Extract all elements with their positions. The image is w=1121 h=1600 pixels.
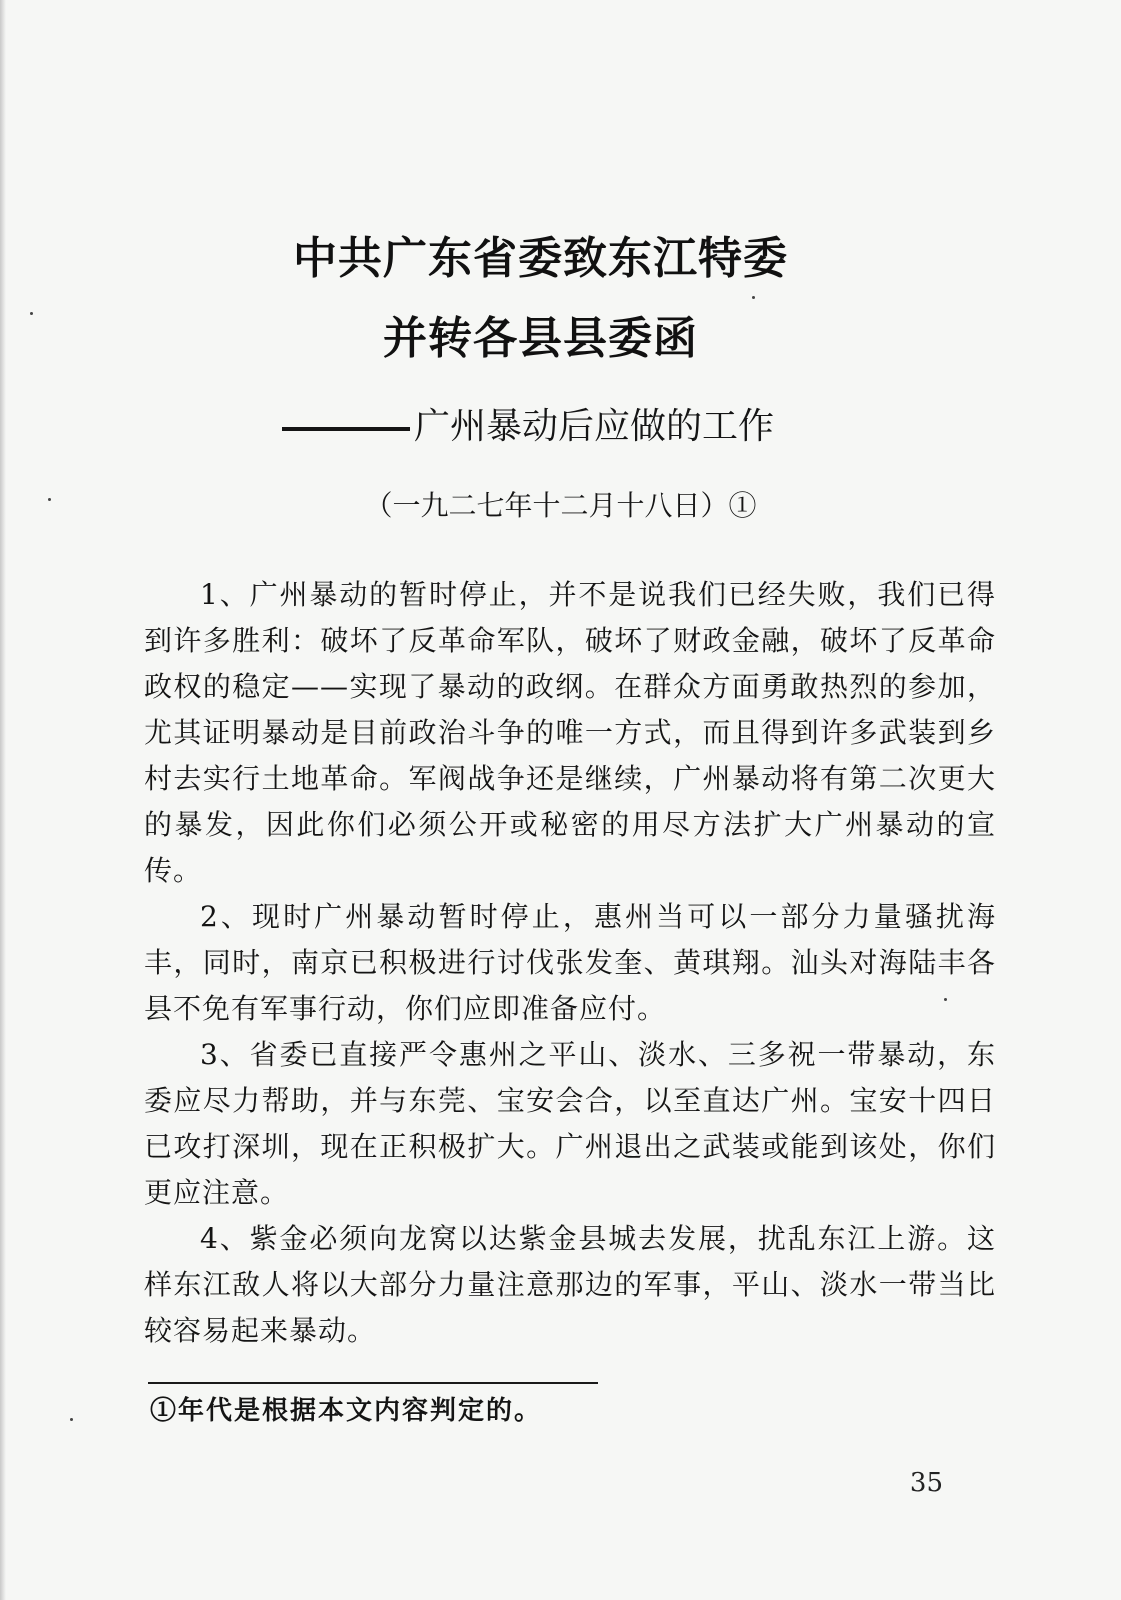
- scan-speck: [30, 312, 33, 315]
- page-number: 35: [909, 1468, 943, 1498]
- document-title-line-1: 中共广东省委致东江特委: [293, 233, 788, 284]
- footnote-divider: [148, 1382, 598, 1384]
- paragraph-1: 1、广州暴动的暂时停止，并不是说我们已经失败，我们已得到许多胜利：破坏了反革命军队，破坏了财政金融，破坏了反革命政权的稳定——实现了暴动的政纲。在群众方面勇敢热烈的参加，尤其证明暴动是目前政治斗争的唯一方式，而且得到许多武装到乡村去实行土地革命。军阀战争还是继续，广州暴动将有第二次更大的暴发，因此你们必须公开或秘密的用尽方法扩大广州暴动的宣传。: [144, 578, 996, 887]
- subtitle-dash: [282, 427, 410, 431]
- subtitle-text: 广州暴动后应做的工作: [414, 406, 775, 447]
- paragraph-4: 4、紫金必须向龙窝以达紫金县城去发展，扰乱东江上游。这样东江敌人将以大部分力量注意那边的军事，平山、淡水一带当比较容易起来暴动。: [144, 1222, 996, 1347]
- paragraph-2: 2、现时广州暴动暂时停止，惠州当可以一部分力量骚扰海丰，同时，南京已积极进行讨伐张发奎、黄琪翔。汕头对海陆丰各县不免有军事行动，你们应即准备应付。: [144, 900, 996, 1025]
- scan-speck: [48, 498, 51, 501]
- document-subtitle: [282, 398, 774, 449]
- document-date: （一九二七年十二月十八日）①: [364, 489, 757, 522]
- footnote: ①年代是根据本文内容判定的。: [150, 1396, 543, 1426]
- paragraph-3: 3、省委已直接严令惠州之平山、淡水、三多祝一带暴动，东委应尽力帮助，并与东莞、宝安会合，以至直达广州。宝安十四日已攻打深圳，现在正积极扩大。广州退出之武装或能到该处，你们更应注意。: [144, 1038, 996, 1209]
- document-title-line-2: 并转各县县委函: [383, 313, 698, 364]
- scan-speck: [70, 1418, 73, 1421]
- scan-speck: [752, 296, 755, 299]
- scan-speck: [944, 998, 947, 1001]
- document-body: [144, 572, 996, 1354]
